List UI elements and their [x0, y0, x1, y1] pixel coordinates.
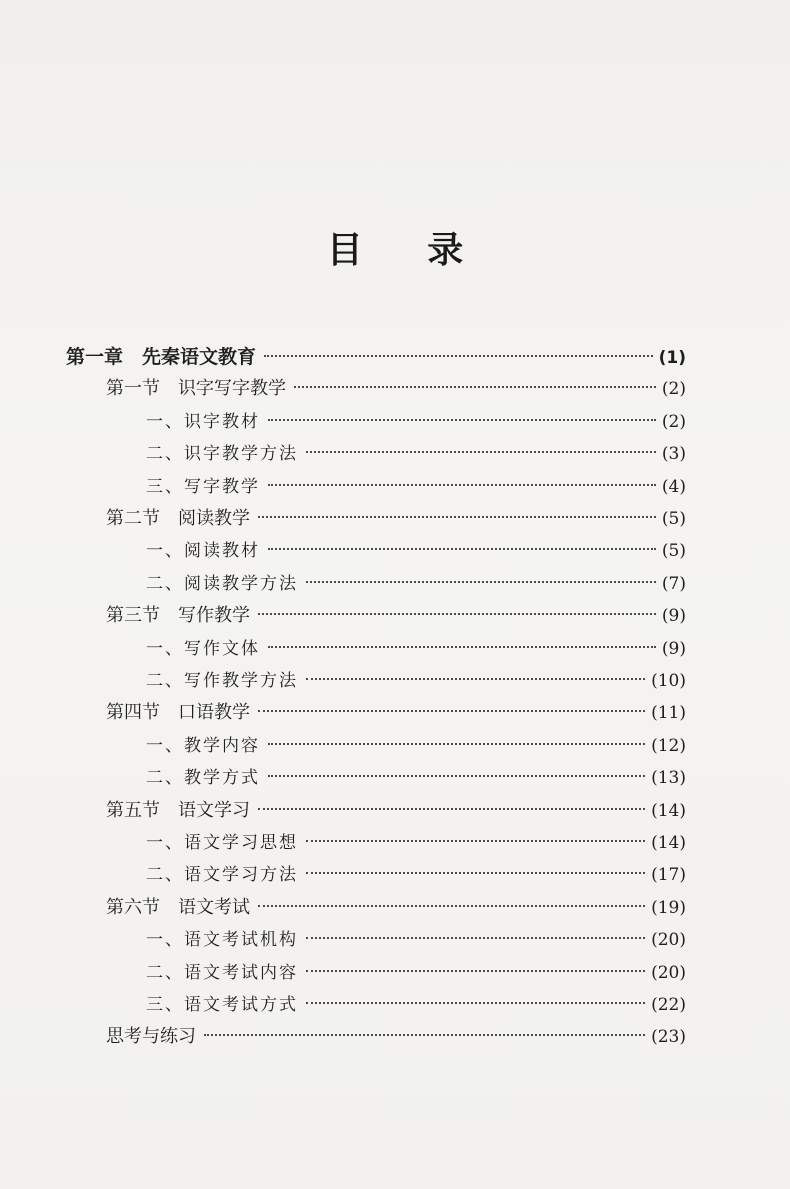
- toc-entry-sub[interactable]: [146, 536, 686, 566]
- toc-entry-label: 二、写作教学方法: [146, 671, 298, 691]
- dot-leader: [258, 710, 645, 712]
- toc-entry-section[interactable]: [106, 796, 686, 826]
- dot-leader: [204, 1034, 645, 1036]
- dot-leader: [306, 840, 645, 842]
- dot-leader: [306, 451, 656, 453]
- toc-entry-label: 二、语文考试内容: [146, 962, 298, 983]
- dot-leader: [306, 581, 656, 583]
- toc-page-number: (11): [651, 703, 686, 724]
- toc-page-number: (20): [651, 962, 686, 983]
- dot-leader: [264, 355, 653, 357]
- dot-leader: [258, 905, 645, 907]
- toc-entry-label: 二、语文学习方法: [146, 865, 298, 886]
- toc-entry-sub[interactable]: [146, 472, 686, 502]
- toc-entry-sub[interactable]: [146, 828, 686, 858]
- toc-page-number: (17): [651, 865, 686, 886]
- toc-entry-label: 二、阅读教学方法: [146, 573, 298, 594]
- toc-page-number: (12): [651, 735, 686, 756]
- dot-leader: [268, 548, 656, 550]
- toc-entry-section[interactable]: [106, 504, 686, 534]
- dot-leader: [268, 646, 656, 648]
- toc-entry-label: 一、阅读教材: [146, 541, 260, 562]
- toc-entry-sub[interactable]: [146, 958, 686, 988]
- toc-entry-section[interactable]: [106, 374, 686, 404]
- toc-page-number: (3): [661, 444, 686, 465]
- page-title: 目 录: [326, 229, 490, 271]
- toc-page-number: (9): [661, 638, 686, 659]
- toc-entry-sub[interactable]: [146, 407, 686, 437]
- toc-entry-section[interactable]: [106, 698, 686, 728]
- toc-page-number: (13): [651, 768, 686, 789]
- dot-leader: [268, 775, 645, 777]
- toc-entry-sub[interactable]: [146, 569, 686, 599]
- toc-page-number: (5): [661, 509, 686, 529]
- toc-entry-sub[interactable]: [146, 634, 686, 664]
- toc-entry-sub[interactable]: [146, 666, 686, 696]
- toc-page-number: (7): [661, 573, 686, 594]
- dot-leader: [306, 970, 645, 972]
- toc-entry-chapter[interactable]: [66, 342, 686, 372]
- dot-leader: [258, 613, 656, 615]
- toc-page-number: (2): [661, 411, 686, 432]
- dot-leader: [268, 419, 656, 421]
- toc-entry-sub[interactable]: [146, 731, 686, 761]
- dot-leader: [306, 1002, 645, 1004]
- toc-entry-section[interactable]: [106, 601, 686, 631]
- toc-entry-label: 三、写字教学: [146, 476, 260, 497]
- dot-leader: [258, 516, 656, 518]
- toc-page-number: (9): [661, 606, 686, 627]
- dot-leader: [268, 484, 656, 486]
- toc-entry-label: 第二节 阅读教学: [106, 508, 250, 529]
- toc-page-number: (19): [651, 897, 686, 918]
- toc-entry-section[interactable]: [106, 893, 686, 923]
- toc-entry-label: 二、识字教学方法: [146, 444, 298, 465]
- toc-page-number: (22): [651, 995, 686, 1015]
- dot-leader: [306, 678, 645, 680]
- toc-entry-sub[interactable]: [146, 990, 686, 1020]
- toc-entry-label: 第四节 口语教学: [106, 702, 250, 724]
- toc-entry-label: 三、语文考试方式: [146, 995, 298, 1015]
- toc-page-number: (14): [651, 833, 686, 853]
- toc-entry-label: 一、识字教材: [146, 411, 260, 432]
- toc-entry-label: 第一章 先秦语文教育: [66, 346, 257, 368]
- toc-page-number: (10): [651, 671, 686, 691]
- dot-leader: [294, 386, 656, 388]
- toc-entry-label: 一、写作文体: [146, 638, 260, 659]
- dot-leader: [258, 808, 645, 810]
- toc-page-number: (2): [661, 379, 686, 400]
- toc-entry-misc[interactable]: [106, 1022, 686, 1052]
- toc-page-number: (5): [661, 541, 686, 562]
- toc-entry-label: 一、语文考试机构: [146, 930, 298, 951]
- toc-entry-label: 第三节 写作教学: [106, 605, 250, 627]
- toc-entry-sub[interactable]: [146, 925, 686, 955]
- toc-page-number: (1): [658, 348, 686, 368]
- toc-entry-sub[interactable]: [146, 439, 686, 469]
- toc-entry-sub[interactable]: [146, 763, 686, 793]
- dot-leader: [306, 872, 645, 874]
- toc-entry-label: 思考与练习: [106, 1026, 196, 1048]
- toc-page-number: (14): [651, 800, 686, 821]
- toc-page-number: (4): [661, 476, 686, 497]
- toc-entry-label: 第六节 语文考试: [106, 896, 250, 918]
- toc-page-number: (20): [651, 930, 686, 951]
- toc-entry-label: 二、教学方式: [146, 768, 260, 789]
- toc-entry-label: 一、教学内容: [146, 735, 260, 756]
- toc-entry-label: 第五节 语文学习: [106, 799, 250, 821]
- toc-entry-label: 一、语文学习思想: [146, 833, 298, 853]
- dot-leader: [306, 937, 645, 939]
- toc-entry-label: 第一节 识字写字教学: [106, 378, 286, 400]
- toc-entry-sub[interactable]: [146, 860, 686, 890]
- toc-page-number: (23): [651, 1027, 686, 1048]
- dot-leader: [268, 743, 645, 745]
